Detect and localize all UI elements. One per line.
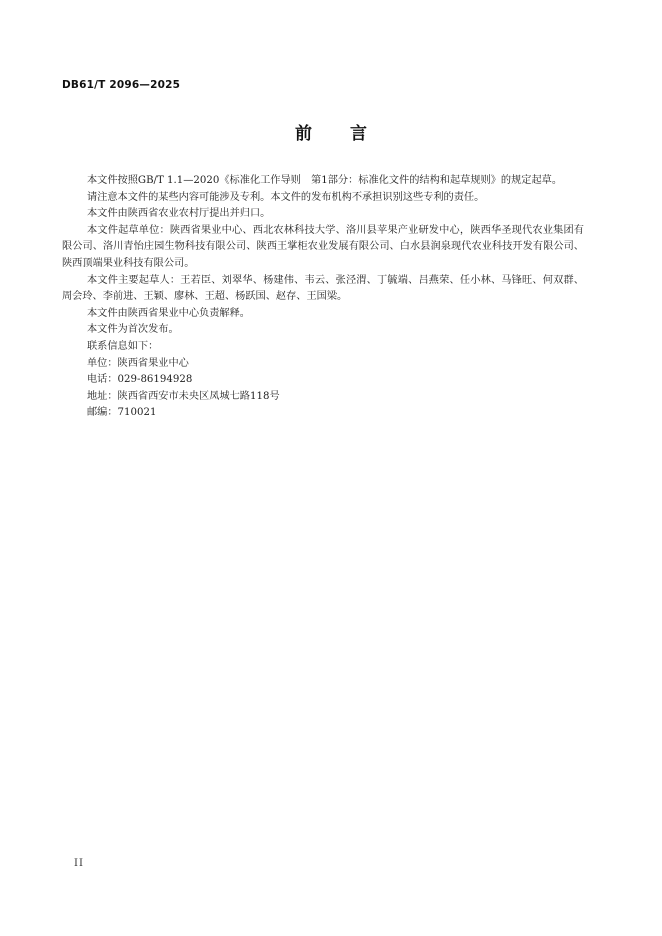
paragraph-drafting-basis: 本文件按照GB/T 1.1—2020《标准化工作导则 第1部分：标准化文件的结构和起草规则》的规定起草。	[87, 175, 563, 186]
paragraph-first-release: 本文件为首次发布。	[87, 324, 179, 336]
page-number: II	[74, 858, 84, 869]
paragraph-proposer: 本文件由陕西省农业农村厅提出并归口。	[87, 208, 271, 220]
paragraph-drafting-units: 本文件起草单位：陕西省果业中心、西北农林科技大学、洛川县苹果产业研发中心，陕西华圣现代农业集团有限公司、洛川青怡庄园生物科技有限公司、陕西王掌柜农业发展有限公司、白水县润泉现代农业科技开发有限公司、陕西顶端果业科技有限公司。	[62, 224, 584, 269]
contact-address: 地址：陕西省西安市未央区凤城七路118号	[87, 390, 280, 402]
contact-postcode: 邮编：710021	[87, 407, 157, 419]
standard-code: DB61/T 2096—2025	[62, 79, 181, 91]
paragraph-interpretation: 本文件由陕西省果业中心负责解释。	[87, 307, 250, 319]
title-char-1: 前	[295, 124, 312, 144]
page-title	[0, 119, 662, 144]
contact-unit: 单位：陕西省果业中心	[87, 357, 189, 369]
paragraph-contact-intro: 联系信息如下：	[87, 340, 159, 352]
paragraph-patent-notice: 请注意本文件的某些内容可能涉及专利。本文件的发布机构不承担识别这些专利的责任。	[87, 191, 485, 203]
contact-phone: 电话：029-86194928	[87, 374, 193, 386]
foreword-body	[62, 173, 584, 422]
paragraph-drafters: 本文件主要起草人：王若臣、刘翠华、杨建伟、韦云、张泾渭、丁毓端、吕燕荣、任小林、马锋旺、何双群、周会玲、李前进、王颖、廖林、王超、杨跃国、赵存、王国梁。	[62, 274, 584, 303]
title-char-2: 言	[350, 124, 367, 144]
